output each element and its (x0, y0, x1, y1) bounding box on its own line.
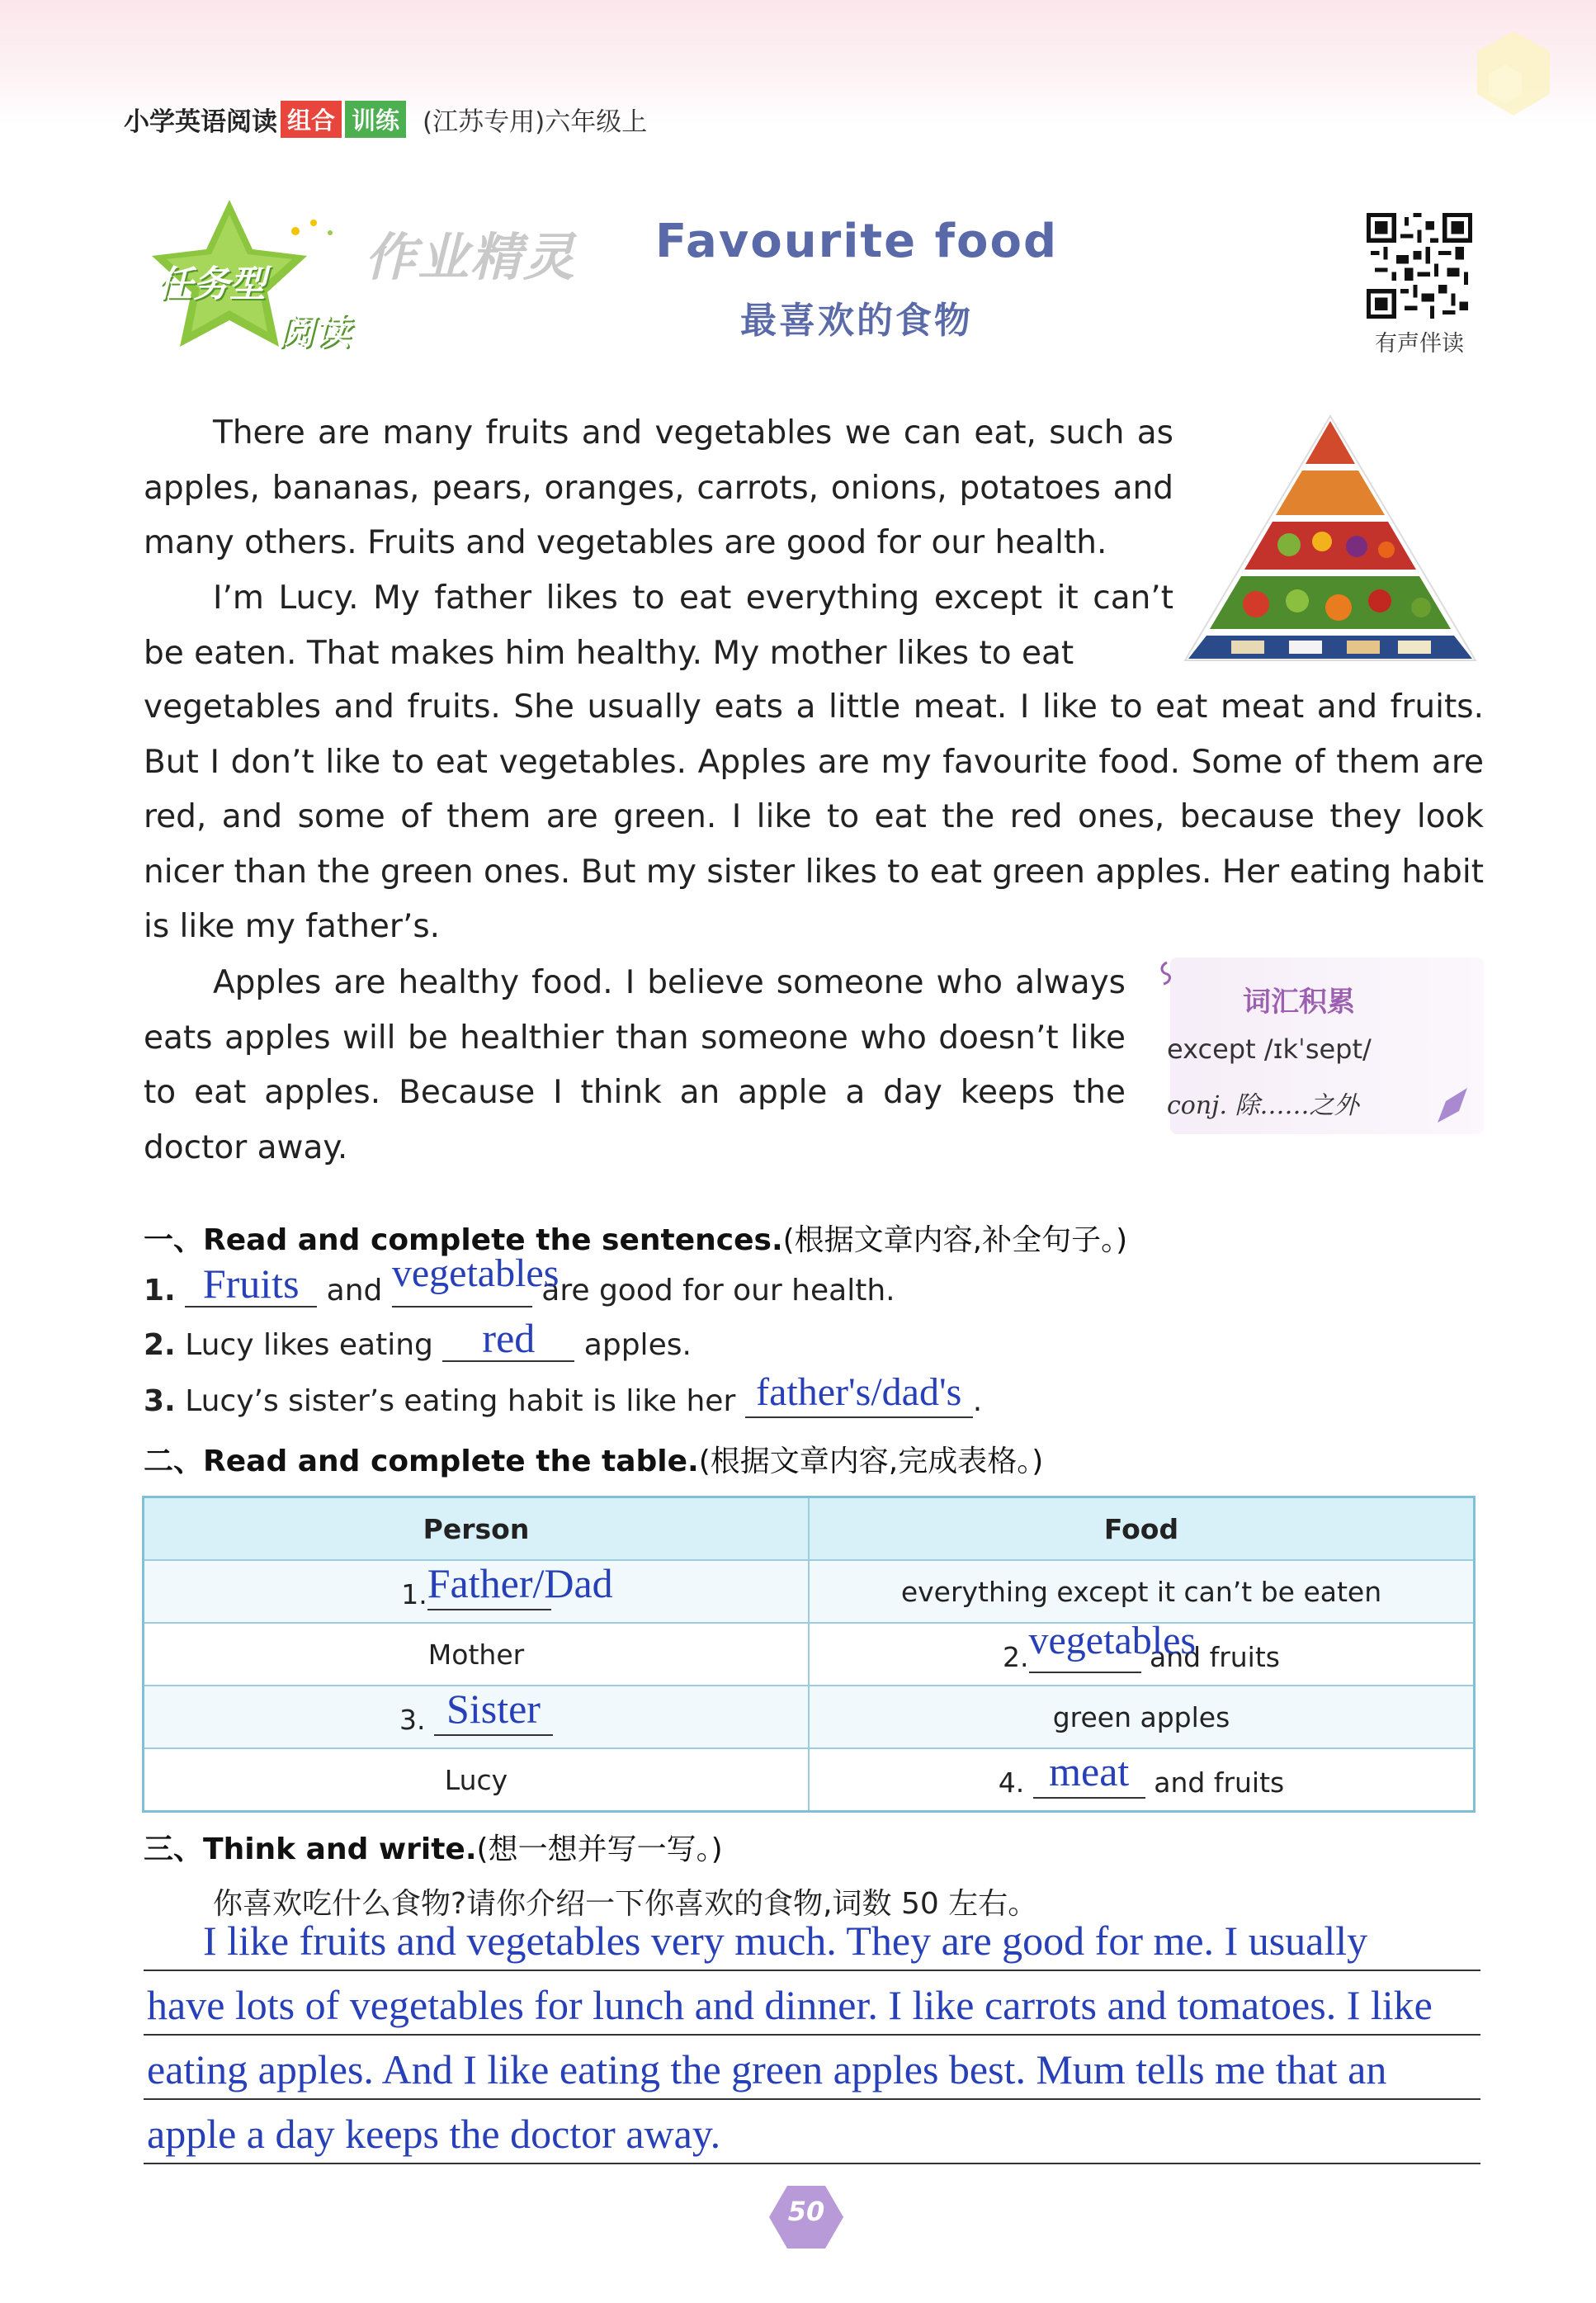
page-number: 50 (787, 2196, 825, 2227)
table-cell-person: Mother (144, 1623, 810, 1686)
table-cell-person: 1. Father/Dad (144, 1560, 810, 1623)
qr-code-label: 有声伴读 (1375, 331, 1464, 357)
badge-line-2: 阅读 (277, 311, 350, 353)
table-header-row (144, 1497, 1475, 1561)
writing-rule (144, 2098, 1480, 2100)
writing-line-1: I like fruits and vegetables very much. They are good for me. I usually (203, 1918, 1368, 1964)
edition-label: (江苏专用)六年级上 (423, 107, 648, 137)
question-2: 2. Lucy likes eating red apples. (144, 1315, 692, 1362)
table-cell-food: 4. meat and fruits (809, 1748, 1475, 1812)
table-header-person: Person (144, 1497, 810, 1561)
pen-icon (1434, 1085, 1476, 1126)
writing-line-3: eating apples. And I like eating the green apples best. Mum tells me that an (147, 2046, 1387, 2093)
table-row (144, 1748, 1475, 1812)
table-cell-food: green apples (809, 1686, 1475, 1748)
passage-paragraph-1: There are many fruits and vegetables we can eat, such as apples, bananas, pears, oranges, carrots, onions, potatoes and many others. Fruits and vegetables are good for our health. (144, 414, 1173, 561)
writing-rule (144, 2163, 1480, 2164)
person-food-table (142, 1496, 1476, 1813)
table-cell-food: everything except it can’t be eaten (809, 1560, 1475, 1623)
table-row (144, 1623, 1475, 1686)
hexagon-decoration (1464, 25, 1563, 124)
section-2-heading: 二、Read and complete the table.(根据文章内容,完成表格。) (144, 1445, 1044, 1478)
table-cell-food: 2. vegetables and fruits (809, 1623, 1475, 1686)
tag-combo: 组合 (281, 101, 342, 138)
table-answer-blank-3[interactable]: Sister (434, 1698, 553, 1736)
writing-rule (144, 1970, 1480, 1971)
writing-line-4: apple a day keeps the doctor away. (147, 2111, 721, 2157)
section-1-heading: 一、Read and complete the sentences.(根据文章内容,补全句子。) (144, 1223, 1128, 1257)
food-pyramid-image (1182, 413, 1479, 669)
vocabulary-definition: conj. 除……之外 (1167, 1091, 1359, 1120)
question-3: 3. Lucy’s sister’s eating habit is like her father's/dad's . (144, 1370, 983, 1418)
answer-blank-3[interactable]: father's/dad's (745, 1383, 973, 1418)
book-header (124, 101, 647, 138)
table-answer-blank-2[interactable]: vegetables (1029, 1635, 1141, 1673)
swirl-icon (1157, 961, 1177, 986)
question-1: 1. Fruits and vegetables are good for our health. (144, 1251, 895, 1308)
answer-blank-1a[interactable]: Fruits (185, 1273, 317, 1308)
answer-blank-2[interactable]: red (442, 1327, 574, 1362)
qr-code-icon[interactable] (1367, 213, 1472, 319)
page-title-chinese: 最喜欢的食物 (740, 300, 973, 342)
vocabulary-word: except /ɪkˈsept/ (1167, 1033, 1372, 1065)
table-answer-blank-4[interactable]: meat (1033, 1761, 1145, 1799)
passage-paragraph-2: I’m Lucy. My father likes to eat everything except it can’t be eaten. That makes him healthy. My mother likes to eat (144, 579, 1173, 672)
table-header-food: Food (809, 1497, 1475, 1561)
section-3-heading: 三、Think and write.(想一想并写一写。) (144, 1832, 723, 1866)
book-title: 小学英语阅读 (124, 107, 277, 137)
page-title-english: Favourite food (654, 215, 1059, 268)
writing-prompt: 你喜欢吃什么食物?请你介绍一下你喜欢的食物,词数 50 左右。 (213, 1887, 1038, 1921)
vocabulary-title: 词汇积累 (1243, 986, 1355, 1019)
table-cell-person: 3. Sister (144, 1686, 810, 1748)
tag-training: 训练 (345, 101, 406, 138)
writing-rule (144, 2034, 1480, 2036)
answer-blank-1b[interactable]: vegetables (392, 1273, 532, 1308)
table-row (144, 1686, 1475, 1748)
badge-line-1: 任务型 (157, 263, 266, 305)
passage-paragraph-2-continued: vegetables and fruits. She usually eats a little meat. I like to eat meat and fruits. But I don’t like to eat vegetables. Apples are my favourite food. Some of them are red, and some of them are green. I like to eat the red ones, because they look nicer than the green ones. But my sister likes to eat green apples. Her eating habit is like my father’s. (144, 688, 1484, 945)
watermark-text: 作业精灵 (365, 227, 577, 287)
table-row (144, 1560, 1475, 1623)
writing-line-2: have lots of vegetables for lunch and dinner. I like carrots and tomatoes. I like (147, 1982, 1433, 2028)
table-cell-person: Lucy (144, 1748, 810, 1812)
table-answer-blank-1[interactable]: Father/Dad (427, 1572, 551, 1610)
passage-paragraph-3: Apples are healthy food. I believe someone who always eats apples will be healthier than someone who doesn’t like to eat apples. Because I think an apple a day keeps the doctor away. (144, 964, 1126, 1166)
